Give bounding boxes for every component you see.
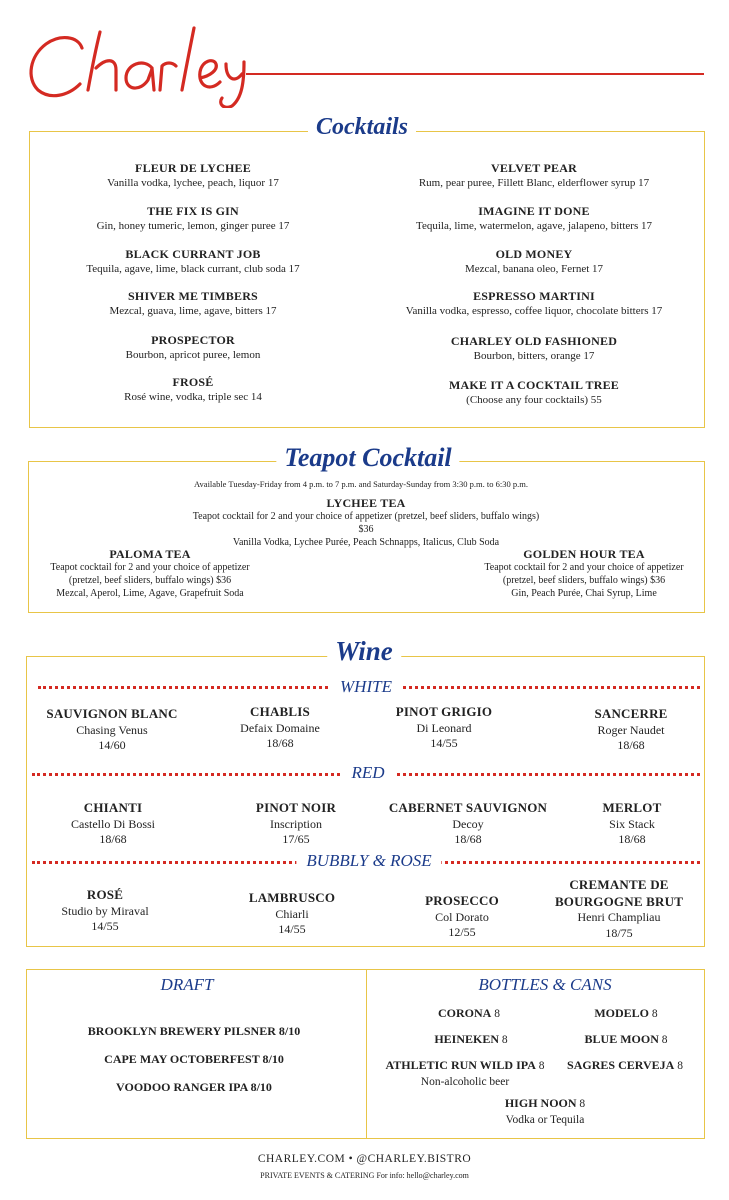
cocktail-item: IMAGINE IT DONE Tequila, lime, watermelon, agave, jalapeno, bitters 17: [416, 204, 652, 233]
draft-item: BROOKLYN BREWERY PILSNER 8/10: [87, 1024, 301, 1038]
wine-item: CREMANTE DE BOURGOGNE BRUT Henri Champliau 18/75: [554, 877, 684, 940]
draft-title: DRAFT: [160, 975, 214, 994]
draft-item: CAPE MAY OCTOBERFEST 8/10: [104, 1052, 284, 1066]
bottles-title: BOTTLES & CANS: [478, 975, 612, 994]
cocktail-item: PROSPECTOR Bourbon, apricot puree, lemon: [125, 333, 261, 362]
wine-item: SANCERRE Roger Naudet 18/68: [594, 706, 668, 752]
draft-item: VOODOO RANGER IPA 8/10: [116, 1080, 272, 1094]
wine-item: LAMBRUSCO Chiarli 14/55: [248, 890, 336, 936]
white-label: WHITE: [330, 677, 402, 697]
wine-item: CHABLIS Defaix Domaine 18/68: [240, 704, 320, 750]
red-label: RED: [341, 763, 394, 783]
cocktail-item: THE FIX IS GIN Gin, honey tumeric, lemon, ginger puree 17: [96, 204, 290, 233]
wine-item: ROSÉ Studio by Miraval 14/55: [61, 887, 149, 933]
bottle-item: MODELO 8: [594, 1006, 658, 1020]
logo-rule: [246, 73, 704, 75]
wine-item: MERLOT Six Stack 18/68: [602, 800, 662, 846]
golden-hour-tea: GOLDEN HOUR TEA Teapot cocktail for 2 and your choice of appetizer (pretzel, beef sliders, buffalo wings) $36 Gin, Peach Purée, Chai Syrup, Lime: [484, 547, 684, 599]
bottle-item: ATHLETIC RUN WILD IPA 8 Non-alcoholic beer: [385, 1058, 545, 1089]
cocktail-item: VELVET PEAR Rum, pear puree, Fillett Blanc, elderflower syrup 17: [418, 161, 650, 190]
cocktail-item: ESPRESSO MARTINI Vanilla vodka, espresso, coffee liquor, chocolate bitters 17: [405, 289, 663, 318]
bottle-item: SAGRES CERVEJA 8: [567, 1058, 683, 1072]
cocktail-item: CHARLEY OLD FASHIONED Bourbon, bitters, orange 17: [450, 334, 618, 363]
cocktail-item: SHIVER ME TIMBERS Mezcal, guava, lime, agave, bitters 17: [109, 289, 277, 318]
teapot-availability: Available Tuesday-Friday from 4 p.m. to 7 p.m. and Saturday-Sunday from 3:30 p.m. to 6:30 p.m.: [194, 479, 528, 489]
teapot-title: Teapot Cocktail: [276, 443, 459, 473]
charley-logo: [20, 18, 250, 108]
bubbly-label: BUBBLY & ROSE: [296, 851, 441, 871]
paloma-tea: PALOMA TEA Teapot cocktail for 2 and your choice of appetizer (pretzel, beef sliders, buffalo wings) $36 Mezcal, Aperol, Lime, Agave, Grapefruit Soda: [50, 547, 250, 599]
wine-item: SAUVIGNON BLANC Chasing Venus 14/60: [46, 706, 178, 752]
cocktail-item: FLEUR DE LYCHEE Vanilla vodka, lychee, peach, liquor 17: [107, 161, 279, 190]
wine-item: CHIANTI Castello Di Bossi 18/68: [70, 800, 156, 846]
bottle-item: CORONA 8: [438, 1006, 500, 1020]
beer-divider: [366, 969, 367, 1139]
footer-website: CHARLEY.COM • @CHARLEY.BISTRO: [257, 1153, 472, 1165]
cocktail-item: OLD MONEY Mezcal, banana oleo, Fernet 17: [464, 247, 604, 276]
footer-contact: PRIVATE EVENTS & CATERING For info: hello@charley.com: [260, 1171, 469, 1180]
cocktails-title: Cocktails: [308, 114, 416, 141]
lychee-tea: LYCHEE TEA Teapot cocktail for 2 and your choice of appetizer (pretzel, beef sliders, buffalo wings) $36 Vanilla Vodka, Lychee Purée, Peach Schnapps, Italicus, Club Soda: [192, 496, 540, 548]
wine-item: CABERNET SAUVIGNON Decoy 18/68: [388, 800, 548, 846]
cocktail-item: FROSÉ Rosé wine, vodka, triple sec 14: [124, 375, 262, 404]
bottle-item: HEINEKEN 8: [434, 1032, 508, 1046]
cocktail-item: BLACK CURRANT JOB Tequila, agave, lime, black currant, club soda 17: [86, 247, 300, 276]
bottle-item: BLUE MOON 8: [584, 1032, 668, 1046]
wine-item: PINOT NOIR Inscription 17/65: [255, 800, 337, 846]
wine-title: Wine: [327, 636, 401, 667]
bottle-item: HIGH NOON 8 Vodka or Tequila: [504, 1096, 586, 1127]
wine-item: PROSECCO Col Dorato 12/55: [425, 893, 499, 939]
wine-item: PINOT GRIGIO Di Leonard 14/55: [395, 704, 493, 750]
cocktail-item: MAKE IT A COCKTAIL TREE (Choose any four cocktails) 55: [449, 378, 619, 407]
